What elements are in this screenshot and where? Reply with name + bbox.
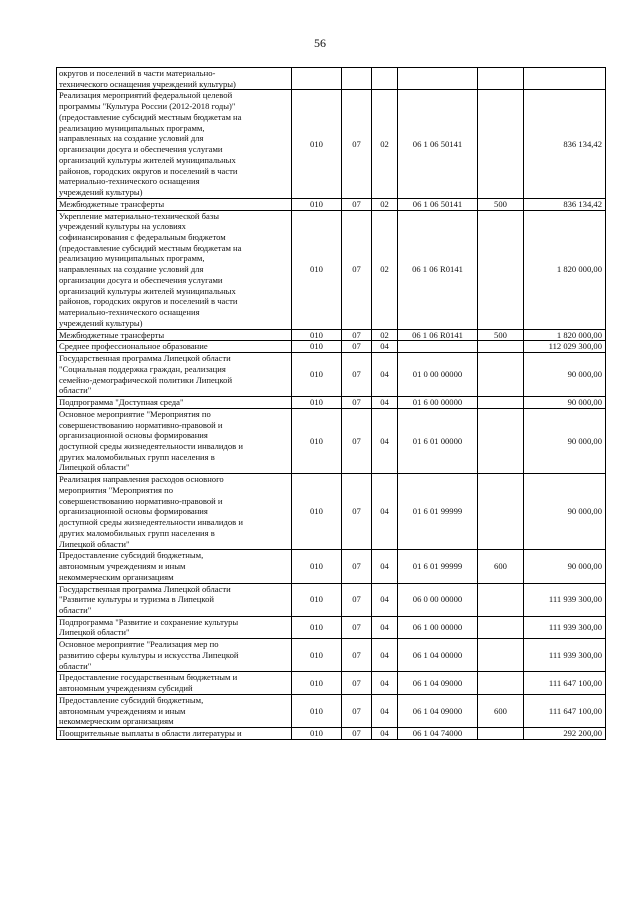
cell-subsection-code: 02 (372, 90, 398, 198)
cell-section-code: 07 (342, 210, 372, 329)
cell-ministry-code: 010 (292, 728, 342, 740)
cell-expense-type (478, 728, 524, 740)
cell-subsection-code: 02 (372, 198, 398, 210)
table-row (57, 728, 606, 740)
table-row (57, 353, 606, 397)
table-row (57, 639, 606, 672)
page-number: 56 (314, 36, 326, 50)
cell-target-article: 01 6 00 00000 (398, 397, 478, 409)
cell-expense-type: 600 (478, 550, 524, 583)
cell-subsection-code: 04 (372, 694, 398, 727)
cell-description: Реализация мероприятий федеральной целевой программы "Культура России (2012-2018 годы)" (предоставление субсидий местным бюджетам на реализацию муниципальных программ, направленных на создание условий для организации досуга и обеспечения услугами организаций культуры жителей муниципальных районов, городских округов и поселений в части материально-технического оснащения учреждений культуры) (57, 90, 292, 198)
cell-description: Межбюджетные трансферты (57, 198, 292, 210)
cell-expense-type (478, 583, 524, 616)
cell-ministry-code: 010 (292, 198, 342, 210)
cell-subsection-code: 04 (372, 474, 398, 550)
cell-subsection-code: 04 (372, 353, 398, 397)
cell-target-article: 06 1 06 R0141 (398, 329, 478, 341)
cell-ministry-code: 010 (292, 341, 342, 353)
cell-section-code: 07 (342, 474, 372, 550)
cell-ministry-code (292, 68, 342, 90)
cell-ministry-code: 010 (292, 90, 342, 198)
table-row (57, 616, 606, 638)
cell-expense-type (478, 68, 524, 90)
cell-description: Основное мероприятие "Реализация мер по развитию сферы культуры и искусства Липецкой области" (57, 639, 292, 672)
cell-subsection-code: 04 (372, 639, 398, 672)
cell-section-code: 07 (342, 329, 372, 341)
table-row (57, 397, 606, 409)
cell-ministry-code: 010 (292, 353, 342, 397)
cell-section-code (342, 68, 372, 90)
table-row (57, 90, 606, 198)
table-row (57, 210, 606, 329)
cell-expense-type (478, 353, 524, 397)
cell-target-article: 06 1 04 09000 (398, 672, 478, 694)
cell-target-article: 06 1 04 00000 (398, 639, 478, 672)
cell-amount: 90 000,00 (524, 408, 606, 473)
cell-description: Основное мероприятие "Мероприятия по совершенствованию нормативно-правовой и организационной основы формирования доступной среды жизнедеятельности инвалидов и других маломобильных групп населения в Липецкой области" (57, 408, 292, 473)
cell-ministry-code: 010 (292, 639, 342, 672)
cell-section-code: 07 (342, 198, 372, 210)
cell-expense-type (478, 341, 524, 353)
cell-expense-type: 600 (478, 694, 524, 727)
cell-target-article (398, 68, 478, 90)
cell-expense-type (478, 616, 524, 638)
cell-section-code: 07 (342, 728, 372, 740)
cell-amount: 111 647 100,00 (524, 672, 606, 694)
cell-description: Государственная программа Липецкой области "Развитие культуры и туризма в Липецкой области" (57, 583, 292, 616)
cell-amount: 1 820 000,00 (524, 329, 606, 341)
cell-subsection-code: 04 (372, 341, 398, 353)
table-row (57, 341, 606, 353)
cell-expense-type: 500 (478, 329, 524, 341)
cell-subsection-code: 04 (372, 616, 398, 638)
budget-table (56, 67, 606, 740)
table-row (57, 68, 606, 90)
cell-expense-type: 500 (478, 198, 524, 210)
cell-target-article: 06 0 00 00000 (398, 583, 478, 616)
cell-amount: 836 134,42 (524, 198, 606, 210)
cell-section-code: 07 (342, 341, 372, 353)
cell-subsection-code: 04 (372, 672, 398, 694)
cell-amount: 111 939 300,00 (524, 583, 606, 616)
cell-description: Подпрограмма "Развитие и сохранение культуры Липецкой области" (57, 616, 292, 638)
cell-ministry-code: 010 (292, 672, 342, 694)
cell-target-article (398, 341, 478, 353)
cell-amount: 111 939 300,00 (524, 616, 606, 638)
cell-ministry-code: 010 (292, 694, 342, 727)
cell-amount: 112 029 300,00 (524, 341, 606, 353)
cell-section-code: 07 (342, 408, 372, 473)
budget-table-body (57, 68, 606, 740)
cell-amount: 90 000,00 (524, 474, 606, 550)
cell-amount: 90 000,00 (524, 397, 606, 409)
cell-description: Предоставление государственным бюджетным и автономным учреждениям субсидий (57, 672, 292, 694)
table-row (57, 329, 606, 341)
cell-amount: 90 000,00 (524, 550, 606, 583)
cell-expense-type (478, 90, 524, 198)
table-row (57, 550, 606, 583)
cell-ministry-code: 010 (292, 474, 342, 550)
cell-ministry-code: 010 (292, 397, 342, 409)
cell-target-article: 01 6 01 00000 (398, 408, 478, 473)
cell-ministry-code: 010 (292, 329, 342, 341)
cell-description: Предоставление субсидий бюджетным, автономным учреждениям и иным некоммерческим организациям (57, 694, 292, 727)
table-row (57, 198, 606, 210)
cell-description: Предоставление субсидий бюджетным, автономным учреждениям и иным некоммерческим организациям (57, 550, 292, 583)
cell-section-code: 07 (342, 550, 372, 583)
cell-expense-type (478, 639, 524, 672)
cell-expense-type (478, 474, 524, 550)
cell-amount: 836 134,42 (524, 90, 606, 198)
table-row (57, 583, 606, 616)
table-row (57, 408, 606, 473)
cell-target-article: 01 0 00 00000 (398, 353, 478, 397)
cell-section-code: 07 (342, 616, 372, 638)
cell-description: Укрепление материально-технической базы учреждений культуры на условиях софинансирования с федеральным бюджетом (предоставление субсидий местным бюджетам на реализацию муниципальных программ, направленных на создание условий для организации досуга и обеспечения услугами организаций культуры жителей муниципальных районов, городских округов и поселений в части материально-технического оснащения учреждений культуры) (57, 210, 292, 329)
cell-section-code: 07 (342, 90, 372, 198)
cell-target-article: 06 1 04 09000 (398, 694, 478, 727)
cell-description: Поощрительные выплаты в области литературы и (57, 728, 292, 740)
cell-expense-type (478, 210, 524, 329)
cell-subsection-code: 02 (372, 210, 398, 329)
cell-ministry-code: 010 (292, 616, 342, 638)
cell-amount: 111 939 300,00 (524, 639, 606, 672)
cell-ministry-code: 010 (292, 550, 342, 583)
cell-description: Подпрограмма "Доступная среда" (57, 397, 292, 409)
cell-amount: 1 820 000,00 (524, 210, 606, 329)
cell-target-article: 01 6 01 99999 (398, 474, 478, 550)
cell-ministry-code: 010 (292, 210, 342, 329)
cell-ministry-code: 010 (292, 583, 342, 616)
cell-section-code: 07 (342, 397, 372, 409)
cell-target-article: 06 1 00 00000 (398, 616, 478, 638)
cell-section-code: 07 (342, 672, 372, 694)
cell-subsection-code: 04 (372, 408, 398, 473)
cell-subsection-code (372, 68, 398, 90)
cell-subsection-code: 04 (372, 550, 398, 583)
table-row (57, 694, 606, 727)
table-row (57, 474, 606, 550)
table-row (57, 672, 606, 694)
cell-target-article: 06 1 06 50141 (398, 90, 478, 198)
cell-section-code: 07 (342, 583, 372, 616)
cell-description: округов и поселений в части материально- технического оснащения учреждений культуры) (57, 68, 292, 90)
cell-expense-type (478, 672, 524, 694)
cell-description: Государственная программа Липецкой области "Социальная поддержка граждан, реализация семейно-демографической политики Липецкой области" (57, 353, 292, 397)
cell-subsection-code: 04 (372, 397, 398, 409)
cell-subsection-code: 02 (372, 329, 398, 341)
cell-section-code: 07 (342, 639, 372, 672)
cell-amount (524, 68, 606, 90)
cell-expense-type (478, 408, 524, 473)
cell-ministry-code: 010 (292, 408, 342, 473)
cell-description: Межбюджетные трансферты (57, 329, 292, 341)
cell-amount: 292 200,00 (524, 728, 606, 740)
cell-description: Реализация направления расходов основного мероприятия "Мероприятия по совершенствованию нормативно-правовой и организационной основы формирования доступной среды жизнедеятельности инвалидов и других маломобильных групп населения в Липецкой области" (57, 474, 292, 550)
cell-target-article: 06 1 06 R0141 (398, 210, 478, 329)
cell-target-article: 06 1 06 50141 (398, 198, 478, 210)
cell-expense-type (478, 397, 524, 409)
cell-section-code: 07 (342, 694, 372, 727)
cell-target-article: 01 6 01 99999 (398, 550, 478, 583)
cell-target-article: 06 1 04 74000 (398, 728, 478, 740)
cell-subsection-code: 04 (372, 583, 398, 616)
cell-description: Среднее профессиональное образование (57, 341, 292, 353)
cell-amount: 111 647 100,00 (524, 694, 606, 727)
cell-subsection-code: 04 (372, 728, 398, 740)
cell-amount: 90 000,00 (524, 353, 606, 397)
cell-section-code: 07 (342, 353, 372, 397)
